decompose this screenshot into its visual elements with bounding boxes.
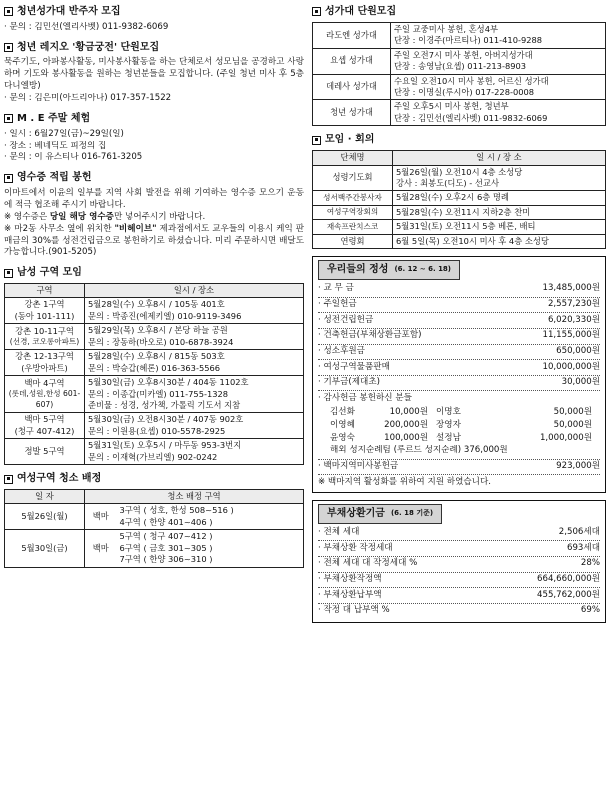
table-header: 구역: [5, 284, 85, 298]
male-meeting-section: [4, 266, 304, 465]
area-detail: (우방아파트): [21, 362, 68, 373]
item-amount: 13,485,000원: [542, 283, 600, 294]
list-item: [318, 329, 600, 345]
me-weekend-title: M . E 주말 체험: [17, 112, 91, 124]
section-heading: [4, 472, 304, 486]
table-cell: [5, 298, 85, 324]
table-header: 일 시 / 장 소: [393, 151, 606, 165]
area-detail: (선경, 코오롱아파트): [9, 337, 80, 347]
bullet-square-icon: [4, 174, 13, 183]
meeting-time: 5월29일(목) 오후8시 / 본당 하늘 공원: [88, 325, 228, 336]
bullet-square-icon: [4, 475, 13, 484]
offerings-heading: [318, 260, 460, 280]
table-header: 단체명: [313, 151, 393, 165]
choir-recruit-section: [312, 5, 606, 126]
area-name: 정발 5구역: [24, 445, 65, 456]
offerings-note: ※ 백마지역 활성화를 위하여 지원 하였습니다.: [318, 477, 492, 488]
table-cell: [5, 350, 85, 376]
list-item: [318, 376, 600, 392]
table-cell: 성서백주간봉사자: [313, 191, 393, 205]
item-amount: 2,506세대: [558, 527, 600, 538]
offerings-box: [312, 256, 606, 493]
youth-legio-section: [4, 41, 304, 105]
table-cell: [5, 376, 85, 413]
table-header-row: [313, 151, 606, 165]
section-heading: [4, 112, 304, 126]
donor-name: 이영혜: [330, 419, 355, 430]
meeting-time: 5월26일(월) 오전10시 4층 소성당: [396, 166, 523, 177]
bullet-square-icon: [4, 43, 13, 52]
table-row: [5, 439, 304, 465]
pilgrimage-line: 해외 성지순례팀 (루르드 성지순례) 376,000원: [318, 445, 600, 460]
table-header-row: [5, 284, 304, 298]
table-header: 일 자: [5, 489, 85, 503]
item-label: · 전체 세대 대 작정세대 %: [318, 558, 418, 569]
donor-amount: 50,000원: [553, 419, 592, 430]
debt-box: [312, 500, 606, 623]
item-amount: 30,000원: [561, 377, 600, 388]
receipt-note-2-end: 제과점에서도 교우들의 이용시 케익 판매금의 30%를 성전건립금으로 봉헌하기로 하셨습니다. 미리 주문하시면 배달도 가능합니다.(901-5205): [4, 223, 305, 258]
item-amount: 11,155,000원: [542, 330, 600, 341]
table-row: [313, 48, 606, 74]
meeting-time: 5월31일(토) 오후5시 / 마두동 953-3번지: [88, 440, 242, 451]
list-item: [318, 541, 600, 557]
item-label: · 백마지역미사봉헌금: [318, 460, 399, 471]
meeting-contact: 문의 : 장동하(바오로) 010-6878-3924: [88, 336, 234, 347]
debt-heading: [318, 504, 442, 524]
table-cell: [117, 530, 304, 567]
donor-name: 이명호: [436, 407, 461, 418]
table-cell: 재속프란치스코: [313, 220, 393, 234]
donor-row: [318, 406, 600, 419]
me-weekend-section: [4, 112, 304, 164]
table-row: [5, 298, 304, 324]
item-label: · 부채상환작정액: [318, 574, 382, 585]
youth-legio-body: 묵주기도, 아파봉사활동, 미사봉사활동을 하는 단체로서 성모님을 공경하고 사랑하며 기도와 봉사활동을 원하는 청년분들을 모집합니다. (주일 청년 미사 후 5층 다니엘방): [4, 57, 304, 92]
item-label: · 성전건립헌금: [318, 314, 374, 325]
table-cell: 여성구역장회의: [313, 205, 393, 219]
left-column: [4, 0, 304, 575]
cleaning-area: 6구역 ( 금호 301~305 ): [119, 542, 213, 553]
donor-amount: 50,000원: [553, 407, 592, 418]
area-detail: (동아 101-111): [14, 310, 75, 321]
table-row: [313, 220, 606, 234]
item-label: · 건축헌금(부채상환금포함): [318, 330, 422, 341]
donor-name: 설정남: [436, 432, 461, 443]
table-cell: [85, 324, 304, 350]
table-row: [5, 350, 304, 376]
choir-detail: 주일 오후5시 미사 봉헌, 청년부: [394, 101, 509, 112]
youth-choir-section: [4, 5, 304, 34]
area-name: 백마 5구역: [24, 414, 65, 425]
meeting-contact: 문의 : 이재혁(가브리엘) 902-0242: [88, 451, 218, 462]
youth-choir-contact: · 문의 : 김민선(엘리사벳) 011-9382-6069: [4, 21, 169, 32]
table-cell: 5월28일(수) 오후2시 6층 명례: [393, 191, 606, 205]
cleaning-section: [4, 472, 304, 567]
table-row: [313, 205, 606, 219]
table-cell: 5월30일(금): [5, 530, 85, 567]
item-amount: 28%: [580, 558, 600, 569]
bullet-square-icon: [312, 7, 321, 16]
table-row: [5, 413, 304, 439]
cleaning-area: 5구역 ( 청구 407~412 ): [119, 531, 213, 542]
item-amount: 693세대: [566, 542, 600, 553]
table-cell: [85, 376, 304, 413]
list-item: [318, 573, 600, 589]
choir-leader: 단장 : 이명실(루시아) 017-228-0008: [394, 86, 535, 97]
table-row: [5, 324, 304, 350]
table-cell: 백마: [85, 504, 117, 530]
meeting-note: 준비물 : 성경, 성가책, 가톨릭 기도서 지참: [88, 399, 241, 410]
right-column: [312, 0, 606, 630]
table-row: [313, 191, 606, 205]
meeting-contact: 문의 : 이종갑(미카엘) 011-755-1328: [88, 388, 229, 399]
donor-amount: 1,000,000원: [539, 432, 592, 443]
me-weekend-place: · 장소 : 베네딕도 피정의 집: [4, 140, 107, 151]
item-label: · 성소후원금: [318, 345, 365, 356]
item-amount: 650,000원: [556, 345, 600, 356]
table-row: [313, 234, 606, 248]
area-detail: (청구 407-412): [14, 425, 75, 436]
receipt-note-2-bold: "비헤이브": [114, 223, 157, 234]
area-name: 강촌 12-13구역: [15, 351, 74, 362]
donor-name: 김선화: [330, 407, 355, 418]
donor-name: 윤영숙: [330, 432, 355, 443]
cleaning-area: 4구역 ( 한양 401~406 ): [119, 516, 213, 527]
item-label: · 기부금(제대초): [318, 377, 380, 388]
table-header-row: [5, 489, 304, 503]
item-label: · 부채상환납부액: [318, 589, 382, 600]
item-label: · 작정 대 납부액 %: [318, 605, 390, 616]
male-meeting-title: 남성 구역 모임: [17, 267, 82, 279]
receipt-note-1: [4, 212, 304, 224]
item-amount: 69%: [580, 605, 600, 616]
debt-list: [318, 526, 600, 619]
receipt-note-1-text: ※ 영수증은: [4, 211, 50, 222]
receipt-note-2: [4, 224, 304, 260]
bullet-square-icon: [312, 136, 321, 145]
receipt-note-1-bold: 당일 해당 영수증: [49, 211, 114, 222]
section-heading: [312, 133, 606, 147]
item-amount: 10,000,000원: [542, 361, 600, 372]
thanks-label: · 감사헌금 봉헌하신 분들: [318, 392, 412, 403]
item-label: · 주일헌금: [318, 298, 357, 309]
donor-amount: 10,000원: [389, 407, 428, 418]
youth-legio-title: 청년 레지오 '황금궁전' 단원모집: [17, 41, 160, 53]
item-amount: 6,020,330원: [547, 314, 600, 325]
meetings-section: [312, 133, 606, 249]
choir-leader: 단장 : 이경주(마르티나) 011-410-9288: [394, 35, 543, 46]
table-cell: [5, 439, 85, 465]
donor-name: 장영자: [436, 419, 461, 430]
table-cell: 연령회: [313, 234, 393, 248]
list-item: [318, 557, 600, 573]
cleaning-title: 여성구역 청소 배정: [17, 473, 102, 485]
me-weekend-contact: · 문의 : 이 유스티나 016-761-3205: [4, 152, 143, 163]
youth-choir-title: 청년성가대 반주자 모집: [17, 6, 121, 17]
table-cell: 요셉 성가대: [313, 48, 391, 74]
donor-amount: 200,000원: [384, 419, 428, 430]
receipt-section: [4, 171, 304, 259]
table-cell: 5월26일(월): [5, 504, 85, 530]
receipt-body: 이마트에서 이윤의 일부를 지역 사회 발전을 위해 기여하는 영수증 모으기 운동에 적극 협조해 주시기 바랍니다.: [4, 188, 304, 210]
table-cell: 청년 성가대: [313, 100, 391, 126]
table-cell: [391, 22, 606, 48]
meeting-time: 5월28일(수) 오후8시 / 815동 503호: [88, 351, 225, 362]
donor-row: [318, 432, 600, 445]
me-weekend-date: · 일시 : 6월27일(금)~29일(일): [4, 128, 124, 139]
table-row: [313, 100, 606, 126]
table-row: [313, 22, 606, 48]
table-cell: [85, 439, 304, 465]
table-cell: 5월31일(토) 오전11시 5층 베론, 배티: [393, 220, 606, 234]
meeting-speaker: 강사 : 최봉도(디도) - 선교사: [396, 177, 499, 188]
item-amount: 923,000원: [556, 460, 600, 471]
cleaning-area: 3구역 ( 성호, 한성 508~516 ): [119, 505, 234, 516]
item-label: · 교 무 금: [318, 283, 354, 294]
meetings-title: 모임 · 회의: [325, 134, 375, 146]
list-item: [318, 526, 600, 542]
table-cell: [85, 350, 304, 376]
choir-leader: 단장 : 김민선(엘리사벳) 011-9832-6069: [394, 112, 548, 123]
bullet-square-icon: [4, 114, 13, 123]
table-cell: [391, 48, 606, 74]
bullet-square-icon: [4, 269, 13, 278]
choir-detail: 주일 오전7시 미사 봉헌, 아버지성가대: [394, 49, 533, 60]
meeting-time: 5월30일(금) 오전8시30분 / 407동 902호: [88, 414, 244, 425]
meeting-contact: 문의 : 박승갑(헤론) 016-363-5566: [88, 362, 221, 373]
debt-title: 부채상환기금: [327, 508, 385, 520]
table-cell: [5, 324, 85, 350]
item-amount: 2,557,230원: [547, 298, 600, 309]
table-row: [313, 74, 606, 100]
cleaning-table: [4, 489, 304, 568]
table-cell: [85, 298, 304, 324]
meeting-contact: 문의 : 이원용(요셉) 010-5578-2925: [88, 425, 226, 436]
table-header: 청소 배정 구역: [85, 489, 304, 503]
list-item: [318, 460, 600, 476]
list-item: [318, 360, 600, 376]
item-label: · 전체 세대: [318, 527, 360, 538]
list-item: [318, 391, 600, 406]
area-name: 강촌 10-11구역: [15, 325, 74, 336]
item-amount: 664,660,000원: [537, 574, 600, 585]
choir-leader: 단장 : 송영남(요셉) 011-213-8903: [394, 61, 527, 72]
list-item: [318, 604, 600, 619]
receipt-title: 영수증 적립 봉헌: [17, 172, 92, 184]
list-item: [318, 298, 600, 314]
section-heading: [4, 171, 304, 185]
choir-detail: 주일 교중미사 봉헌, 혼성4부: [394, 23, 498, 34]
table-row: [5, 376, 304, 413]
meeting-time: 5월30일(금) 오후8시30분 / 404동 1102호: [88, 377, 249, 388]
table-cell: 5월28일(수) 오전11시 지하2층 찬미: [393, 205, 606, 219]
table-cell: 데레사 성가대: [313, 74, 391, 100]
item-amount: 455,762,000원: [537, 589, 600, 600]
table-cell: [85, 413, 304, 439]
section-heading: [4, 41, 304, 55]
table-cell: 라도엔 성가대: [313, 22, 391, 48]
area-detail: (롯데,성원,한성 601-607): [8, 389, 81, 409]
youth-legio-contact: · 문의 : 김은미(아드리아나) 017-357-1522: [4, 93, 172, 104]
offerings-list: [318, 282, 600, 489]
meetings-table: [312, 150, 606, 249]
table-cell: 6월 5일(목) 오전10시 미사 후 4층 소성당: [393, 234, 606, 248]
table-cell: [391, 100, 606, 126]
table-cell: [393, 165, 606, 191]
table-cell: [117, 504, 304, 530]
offerings-period: (6. 12 ~ 6. 18): [394, 265, 452, 274]
area-name: 강촌 1구역: [24, 299, 65, 310]
list-item: [318, 588, 600, 604]
section-heading: [312, 5, 606, 19]
receipt-note-2-text: ※ 마2동 사무소 옆에 위치한: [4, 223, 115, 234]
table-cell: [5, 413, 85, 439]
section-heading: [4, 266, 304, 280]
list-item: [318, 313, 600, 329]
table-row: [5, 530, 304, 567]
meeting-time: 5월28일(수) 오후8시 / 105동 401호: [88, 299, 225, 310]
choir-recruit-table: [312, 22, 606, 127]
donor-amount: 100,000원: [384, 432, 428, 443]
meeting-contact: 문의 : 박종진(에제키엘) 010-9119-3496: [88, 310, 242, 321]
section-heading: [4, 5, 304, 19]
debt-period: (6. 18 기준): [390, 509, 434, 518]
table-header: 일시 / 장소: [85, 284, 304, 298]
table-cell: 성령기도회: [313, 165, 393, 191]
table-cell: 백마: [85, 530, 117, 567]
male-meeting-table: [4, 283, 304, 465]
item-label: · 여성구역물품판매: [318, 361, 390, 372]
donor-row: [318, 419, 600, 432]
area-name: 백마 4구역: [24, 378, 65, 389]
list-item: [318, 345, 600, 361]
table-row: [313, 165, 606, 191]
item-label: · 부채상환 작정세대: [318, 542, 393, 553]
cleaning-area: 7구역 ( 한양 306~310 ): [119, 554, 213, 565]
table-cell: [391, 74, 606, 100]
choir-recruit-title: 성가대 단원모집: [325, 6, 397, 17]
offerings-title: 우리들의 정성: [327, 264, 389, 276]
bullet-square-icon: [4, 7, 13, 16]
list-item: [318, 282, 600, 298]
table-row: [5, 504, 304, 530]
choir-detail: 수요일 오전10시 미사 봉헌, 어르신 성가대: [394, 75, 549, 86]
receipt-note-1-end: 만 넣어주시기 바랍니다.: [113, 211, 206, 222]
